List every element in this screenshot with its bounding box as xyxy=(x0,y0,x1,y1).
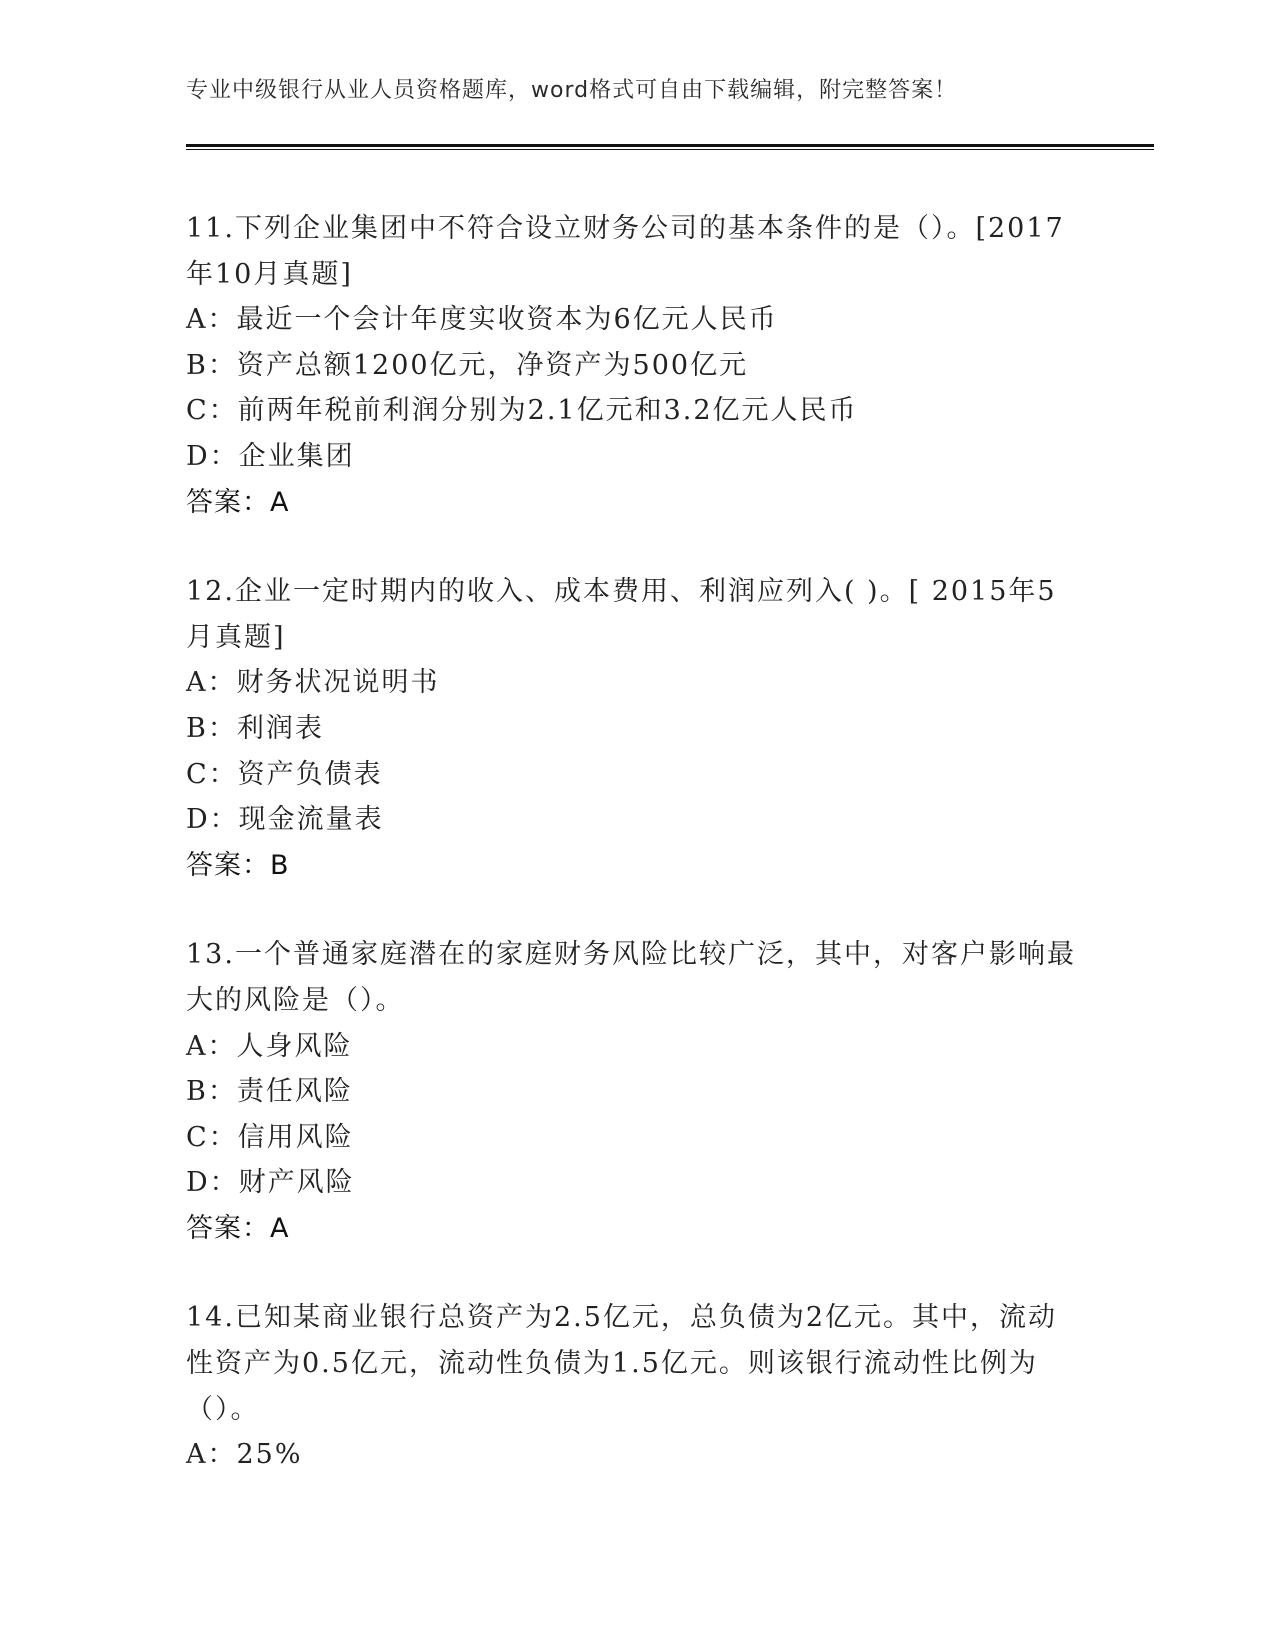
question-14 xyxy=(186,1295,1086,1477)
question-stem-line: 大的风险是（）。 xyxy=(186,984,405,1016)
question-stem-line: 性资产为0.5亿元，流动性负债为1.5亿元。则该银行流动性比例为 xyxy=(186,1348,1038,1380)
option-a: A：最近一个会计年度实收资本为6亿元人民币 xyxy=(186,304,778,336)
question-12 xyxy=(186,569,1086,888)
question-list xyxy=(186,206,1086,1522)
option-a: A：财务状况说明书 xyxy=(186,667,440,699)
option-b: B：利润表 xyxy=(186,712,324,744)
question-stem-line: （）。 xyxy=(186,1393,260,1425)
option-c: C：资产负债表 xyxy=(186,758,383,790)
question-13 xyxy=(186,932,1086,1251)
question-stem-line: 11.下列企业集团中不符合设立财务公司的基本条件的是（）。[2017 xyxy=(186,213,1065,244)
question-stem-line: 14.已知某商业银行总资产为2.5亿元，总负债为2亿元。其中，流动 xyxy=(186,1302,1058,1334)
page-header: 专业中级银行从业人员资格题库，word格式可自由下载编辑，附完整答案！ xyxy=(186,78,958,103)
option-b: B：责任风险 xyxy=(186,1076,353,1108)
question-stem-line: 12.企业一定时期内的收入、成本费用、利润应列入( )。[ 2015年5 xyxy=(186,576,1057,608)
question-stem-line: 年10月真题] xyxy=(186,258,353,290)
answer-line: 答案：A xyxy=(186,486,290,518)
answer-line: 答案：A xyxy=(186,1212,290,1244)
question-stem-line: 月真题] xyxy=(186,621,286,653)
header-divider-thin xyxy=(186,149,1154,150)
question-stem-line: 13.一个普通家庭潜在的家庭财务风险比较广泛，其中，对客户影响最 xyxy=(186,939,1076,971)
header-divider-thick xyxy=(186,144,1154,147)
option-d: D：现金流量表 xyxy=(186,804,384,836)
option-c: C：信用风险 xyxy=(186,1121,354,1153)
option-c: C：前两年税前利润分别为2.1亿元和3.2亿元人民币 xyxy=(186,395,858,427)
header-divider xyxy=(186,144,1154,150)
question-11 xyxy=(186,206,1086,525)
option-a: A：人身风险 xyxy=(186,1030,353,1062)
answer-line: 答案：B xyxy=(186,849,290,881)
option-b: B：资产总额1200亿元，净资产为500亿元 xyxy=(186,349,749,381)
option-d: D：企业集团 xyxy=(186,440,355,472)
option-d: D：财产风险 xyxy=(186,1167,355,1199)
option-a: A：25% xyxy=(186,1439,303,1471)
